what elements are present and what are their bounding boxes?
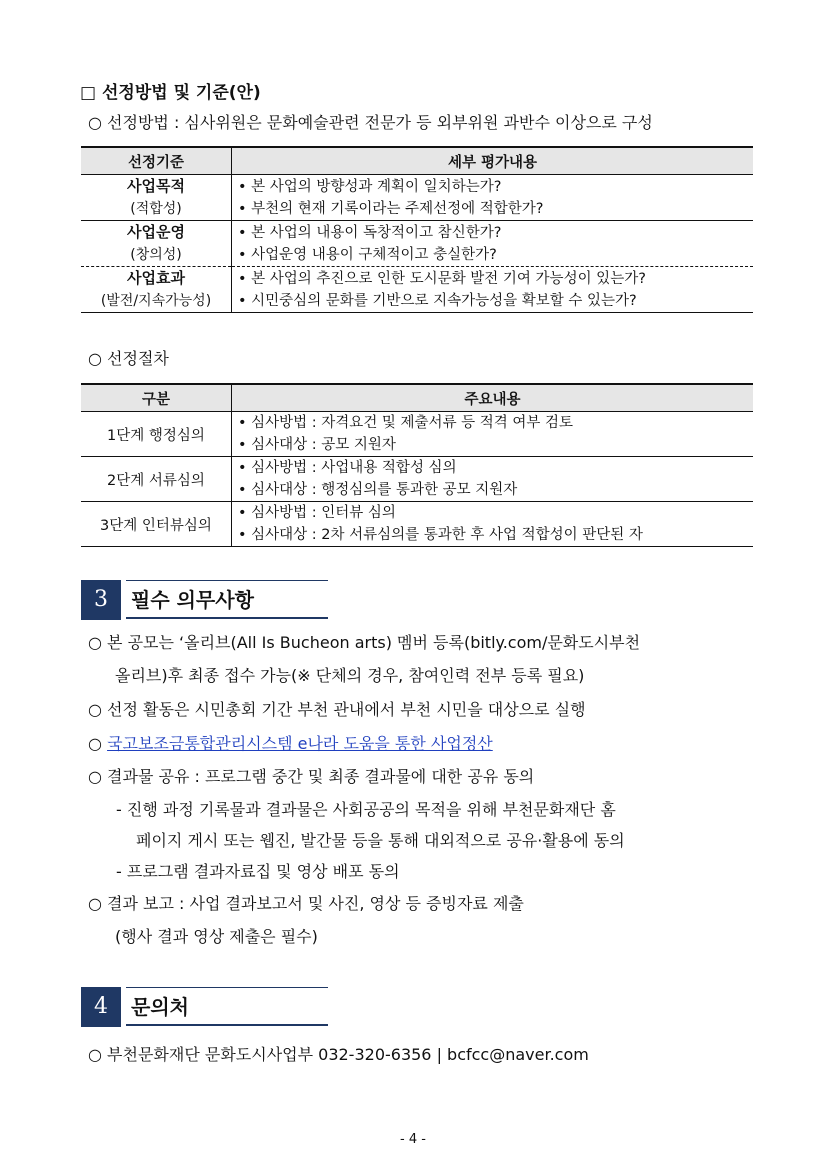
duty-line: ○ 결과물 공유 : 프로그램 중간 및 최종 결과물에 대한 공유 동의 [88,767,535,786]
duty-line: (행사 결과 영상 제출은 필수) [115,927,318,946]
detail-cell [232,221,754,267]
procedure-header-col2: 주요내용 [232,384,754,412]
procedure-header-col1: 구분 [81,384,232,412]
detail-item: • 본 사업의 추진으로 인한 도시문화 발전 기여 가능성이 있는가? [238,270,646,287]
section-top-rule [126,987,328,988]
stage-cell: 3단계 인터뷰심의 [81,502,232,547]
content-cell [232,457,754,502]
section-title: 필수 의무사항 [131,588,254,612]
table-row [81,412,753,457]
section-number-badge: 4 [81,987,121,1027]
table-row [81,502,753,547]
detail-cell [232,267,754,313]
section-4-header [81,987,328,1027]
content-cell [232,502,754,547]
detail-item: • 시민중심의 문화를 기반으로 지속가능성을 확보할 수 있는가? [238,292,637,309]
duty-line: 올리브)후 최종 접수 가능(※ 단체의 경우, 참여인력 전부 등록 필요) [115,666,585,685]
detail-cell [232,175,754,221]
section-heading: □ 선정방법 및 기준(안) [80,83,261,103]
detail-item: • 본 사업의 방향성과 계획이 일치하는가? [238,178,502,195]
content-item: • 심사대상 : 행정심의를 통과한 공모 지원자 [238,482,518,498]
duty-subline: 페이지 게시 또는 웹진, 발간물 등을 통해 대외적으로 공유·활용에 동의 [136,831,625,850]
section-underline [126,1024,328,1026]
section-underline [126,617,328,619]
duty-line: ○ 선정 활동은 시민총회 기간 부천 관내에서 부천 시민을 대상으로 실행 [88,700,586,719]
content-item: • 심사방법 : 자격요건 및 제출서류 등 적격 여부 검토 [238,415,574,431]
table-row [81,175,753,221]
table-row [81,457,753,502]
content-cell [232,412,754,457]
table-row [81,267,753,313]
criteria-main: 사업운영 [127,223,185,241]
criteria-header-row [81,147,753,175]
contact-line: ○ 부천문화재단 문화도시사업부 032-320-6356 | bcfcc@naver.com [88,1045,589,1064]
content-item: • 심사대상 : 2차 서류심의를 통과한 후 사업 적합성이 판단된 자 [238,527,643,543]
content-item: • 심사방법 : 인터뷰 심의 [238,505,396,521]
detail-item: • 부천의 현재 기록이라는 주제선정에 적합한가? [238,200,544,217]
duty-line: ○ 결과 보고 : 사업 결과보고서 및 사진, 영상 등 증빙자료 제출 [88,894,524,913]
criteria-sub: (적합성) [130,201,182,217]
duty-line [88,731,493,754]
page-number: - 4 - [400,1132,426,1147]
enara-settlement-link[interactable]: 국고보조금통합관리시스템 e나라 도움을 통한 사업정산 [107,734,493,753]
procedure-line: ○ 선정절차 [88,349,169,368]
criteria-sub: (발전/지속가능성) [100,293,212,309]
duty-subline: - 프로그램 결과자료집 및 영상 배포 동의 [116,862,400,881]
stage-cell: 1단계 행정심의 [81,412,232,457]
criteria-cell [81,221,232,267]
criteria-cell [81,267,232,313]
criteria-header-col1: 선정기준 [81,147,232,175]
table-row [81,221,753,267]
content-item: • 심사방법 : 사업내용 적합성 심의 [238,460,457,476]
content-item: • 심사대상 : 공모 지원자 [238,437,396,453]
detail-item: • 사업운영 내용이 구체적이고 충실한가? [238,246,497,263]
procedure-table [81,383,753,547]
detail-item: • 본 사업의 내용이 독창적이고 참신한가? [238,224,502,241]
section-top-rule [126,580,328,581]
criteria-cell [81,175,232,221]
criteria-sub: (창의성) [130,247,182,263]
section-3-header [81,580,328,620]
criteria-main: 사업효과 [127,269,185,287]
duty-line: ○ 본 공모는 ‘올리브(All Is Bucheon arts) 멤버 등록(bitly.com/문화도시부천 [88,633,641,652]
section-number-badge: 3 [81,580,121,620]
criteria-table [81,146,753,313]
criteria-header-col2: 세부 평가내용 [232,147,754,175]
procedure-header-row [81,384,753,412]
selection-method-line: ○ 선정방법 : 심사위원은 문화예술관련 전문가 등 외부위원 과반수 이상으로 구성 [88,113,653,132]
section-title: 문의처 [131,995,189,1019]
criteria-main: 사업목적 [127,177,185,195]
stage-cell: 2단계 서류심의 [81,457,232,502]
bullet-circle: ○ [88,734,102,753]
duty-subline: - 진행 과정 기록물과 결과물은 사회공공의 목적을 위해 부천문화재단 홈 [116,800,616,819]
